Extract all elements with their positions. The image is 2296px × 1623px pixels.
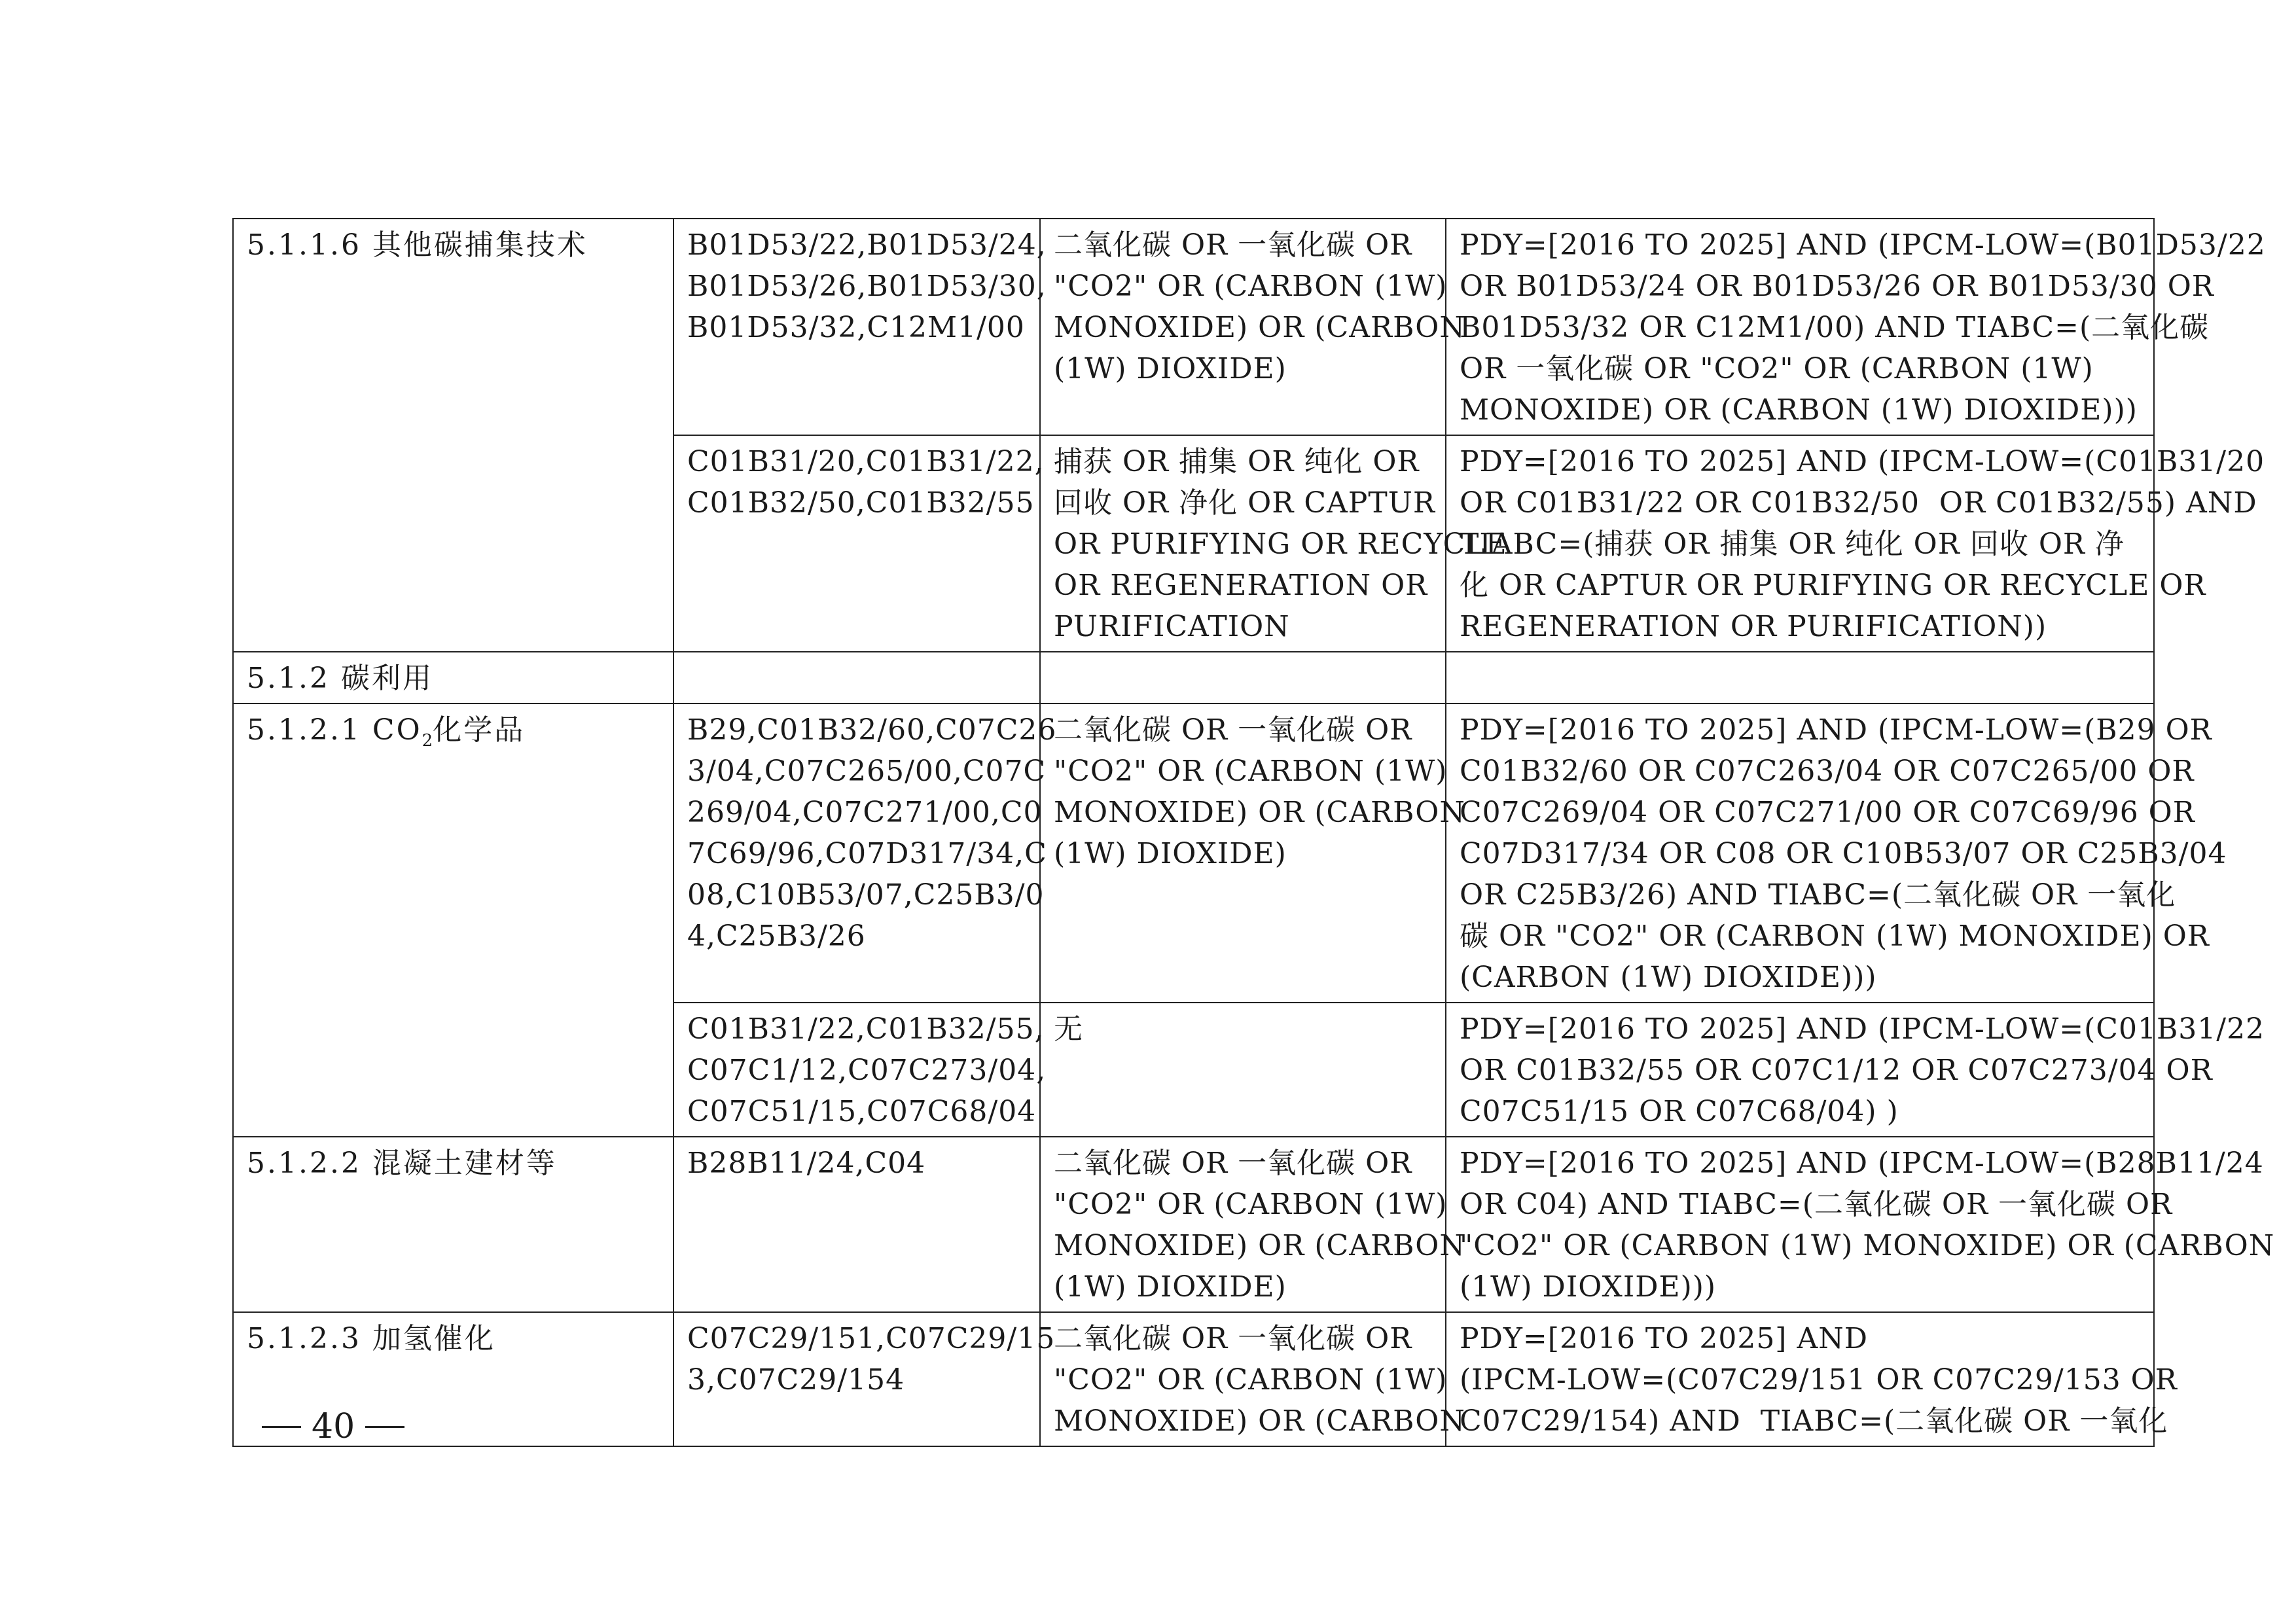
keyword-line: OR PURIFYING OR RECYCLE <box>1054 527 1507 561</box>
category-text: 5.1.2.2 混凝土建材等 <box>247 1147 557 1180</box>
keyword-cell <box>1040 1137 1465 1312</box>
category-text: 5.1.2.3 加氢催化 <box>247 1322 495 1355</box>
keyword-line: 二氧化碳 OR 一氧化碳 OR <box>1054 713 1412 747</box>
query-line: OR C25B3/26) AND TIABC=(二氧化碳 OR 一氧化 <box>1460 878 2176 912</box>
keyword-line: MONOXIDE) OR (CARBON <box>1054 1229 1465 1262</box>
table-row <box>233 1312 2154 1446</box>
ipc-line: 3,C07C29/154 <box>687 1363 905 1397</box>
keyword-line: "CO2" OR (CARBON (1W) <box>1054 1188 1448 1221</box>
keyword-line: (1W) DIOXIDE) <box>1054 1270 1287 1304</box>
query-cell <box>1446 652 2154 704</box>
category-text: 5.1.2 碳利用 <box>247 662 433 695</box>
keyword-line: PURIFICATION <box>1054 610 1290 643</box>
ipc-line: C07C29/151,C07C29/15 <box>687 1322 1056 1355</box>
ipc-line: 08,C10B53/07,C25B3/0 <box>687 878 1045 912</box>
query-line: 化 OR CAPTUR OR PURIFYING OR RECYCLE OR <box>1460 569 2206 602</box>
ipc-line: B29,C01B32/60,C07C26 <box>687 713 1057 747</box>
query-line: REGENERATION OR PURIFICATION)) <box>1460 610 2047 643</box>
keyword-cell <box>1040 1003 1446 1137</box>
ipc-line: 269/04,C07C271/00,C0 <box>687 796 1043 829</box>
table-row <box>233 1137 2154 1312</box>
query-line: 碳 OR "CO2" OR (CARBON (1W) MONOXIDE) OR <box>1460 919 2210 953</box>
ipc-line: 4,C25B3/26 <box>687 919 866 953</box>
query-line: OR C04) AND TIABC=(二氧化碳 OR 一氧化碳 OR <box>1460 1188 2173 1221</box>
query-line: MONOXIDE) OR (CARBON (1W) DIOXIDE))) <box>1460 393 2138 427</box>
ipc-cell <box>673 704 1057 1003</box>
query-line: (CARBON (1W) DIOXIDE))) <box>1460 961 1877 994</box>
query-line: OR 一氧化碳 OR "CO2" OR (CARBON (1W) <box>1460 352 2094 385</box>
query-line: (1W) DIOXIDE))) <box>1460 1270 1717 1304</box>
ipc-line: B28B11/24,C04 <box>687 1147 926 1180</box>
keyword-line: 无 <box>1054 1012 1083 1046</box>
query-cell <box>1446 1137 2275 1312</box>
ipc-search-table <box>232 218 2275 1447</box>
ipc-line: C01B31/22,C01B32/55, <box>687 1012 1045 1046</box>
query-line: PDY=[2016 TO 2025] AND <box>1460 1322 1869 1355</box>
keyword-line: MONOXIDE) OR (CARBON <box>1054 1404 1465 1438</box>
category-cell <box>233 219 673 652</box>
ipc-cell <box>673 1312 1056 1446</box>
ipc-line: C07C51/15,C07C68/04 <box>687 1095 1037 1128</box>
query-cell <box>1446 704 2227 1003</box>
ipc-line: B01D53/26,B01D53/30, <box>687 270 1047 303</box>
subscript-two: 2 <box>422 731 433 751</box>
ipc-cell <box>673 219 1047 435</box>
keyword-cell <box>1040 704 1465 1003</box>
query-cell <box>1446 1003 2265 1137</box>
keyword-line: OR REGENERATION OR <box>1054 569 1428 602</box>
query-line: PDY=[2016 TO 2025] AND (IPCM-LOW=(C01B31/20 <box>1460 445 2265 478</box>
query-cell <box>1446 219 2266 435</box>
query-cell <box>1446 1312 2178 1446</box>
keyword-line: 回收 OR 净化 OR CAPTUR <box>1054 486 1435 520</box>
query-line: "CO2" OR (CARBON (1W) MONOXIDE) OR (CARBON <box>1460 1229 2275 1262</box>
keyword-line: 捕获 OR 捕集 OR 纯化 OR <box>1054 445 1420 478</box>
category-cell <box>233 704 673 1137</box>
keyword-cell <box>1040 652 1446 704</box>
category-cell <box>233 1137 673 1312</box>
query-line: OR C01B31/22 OR C01B32/50 OR C01B32/55) AND <box>1460 486 2257 520</box>
page-footer <box>262 1407 404 1446</box>
query-line: C07C269/04 OR C07C271/00 OR C07C69/96 OR <box>1460 796 2195 829</box>
keyword-cell <box>1040 435 1507 652</box>
ipc-cell <box>673 1003 1047 1137</box>
keyword-line: (1W) DIOXIDE) <box>1054 837 1287 870</box>
keyword-line: (1W) DIOXIDE) <box>1054 352 1287 385</box>
query-line: PDY=[2016 TO 2025] AND (IPCM-LOW=(B01D53/22 <box>1460 228 2266 262</box>
query-line: B01D53/32 OR C12M1/00) AND TIABC=(二氧化碳 <box>1460 311 2210 344</box>
ipc-line: 3/04,C07C265/00,C07C <box>687 755 1047 788</box>
keyword-cell <box>1040 219 1465 435</box>
ipc-cell <box>673 1137 1040 1312</box>
keyword-line: MONOXIDE) OR (CARBON <box>1054 311 1465 344</box>
ipc-line: C01B31/20,C01B31/22, <box>687 445 1045 478</box>
ipc-line: B01D53/32,C12M1/00 <box>687 311 1025 344</box>
category-suffix: 化学品 <box>433 713 526 747</box>
query-line: C07C29/154) AND TIABC=(二氧化碳 OR 一氧化 <box>1460 1404 2168 1438</box>
ipc-line: B01D53/22,B01D53/24, <box>687 228 1047 262</box>
query-line: PDY=[2016 TO 2025] AND (IPCM-LOW=(B28B11/24 <box>1460 1147 2264 1180</box>
query-line: PDY=[2016 TO 2025] AND (IPCM-LOW=(C01B31/22 <box>1460 1012 2265 1046</box>
keyword-line: 二氧化碳 OR 一氧化碳 OR <box>1054 228 1412 262</box>
query-line: C07D317/34 OR C08 OR C10B53/07 OR C25B3/04 <box>1460 837 2227 870</box>
footer-dash-right <box>365 1426 404 1428</box>
keyword-cell <box>1040 1312 1465 1446</box>
category-prefix: 5.1.2.1 CO <box>247 713 422 747</box>
query-line: C07C51/15 OR C07C68/04) ) <box>1460 1095 1899 1128</box>
keyword-line: "CO2" OR (CARBON (1W) <box>1054 1363 1448 1397</box>
query-line: C01B32/60 OR C07C263/04 OR C07C265/00 OR <box>1460 755 2195 788</box>
page-number: 40 <box>312 1407 355 1446</box>
table-row <box>233 652 2154 704</box>
category-cell <box>233 652 673 704</box>
category-text: 5.1.1.6 其他碳捕集技术 <box>247 228 588 262</box>
query-line: OR B01D53/24 OR B01D53/26 OR B01D53/30 OR <box>1460 270 2214 303</box>
query-cell <box>1446 435 2265 652</box>
keyword-line: 二氧化碳 OR 一氧化碳 OR <box>1054 1147 1412 1180</box>
query-line: (IPCM-LOW=(C07C29/151 OR C07C29/153 OR <box>1460 1363 2178 1397</box>
keyword-line: 二氧化碳 OR 一氧化碳 OR <box>1054 1322 1412 1355</box>
query-line: PDY=[2016 TO 2025] AND (IPCM-LOW=(B29 OR <box>1460 713 2212 747</box>
table-row <box>233 219 2154 435</box>
table-row <box>233 704 2154 1003</box>
ipc-line: C07C1/12,C07C273/04, <box>687 1054 1047 1087</box>
footer-dash-left <box>262 1426 301 1428</box>
ipc-line: C01B32/50,C01B32/55 <box>687 486 1035 520</box>
ipc-cell <box>673 435 1045 652</box>
category-text <box>247 709 662 762</box>
ipc-line: 7C69/96,C07D317/34,C <box>687 837 1047 870</box>
keyword-line: MONOXIDE) OR (CARBON <box>1054 796 1465 829</box>
ipc-cell <box>673 652 1040 704</box>
keyword-line: "CO2" OR (CARBON (1W) <box>1054 755 1448 788</box>
query-line: TIABC=(捕获 OR 捕集 OR 纯化 OR 回收 OR 净 <box>1460 527 2125 561</box>
keyword-line: "CO2" OR (CARBON (1W) <box>1054 270 1448 303</box>
query-line: OR C01B32/55 OR C07C1/12 OR C07C273/04 OR <box>1460 1054 2213 1087</box>
